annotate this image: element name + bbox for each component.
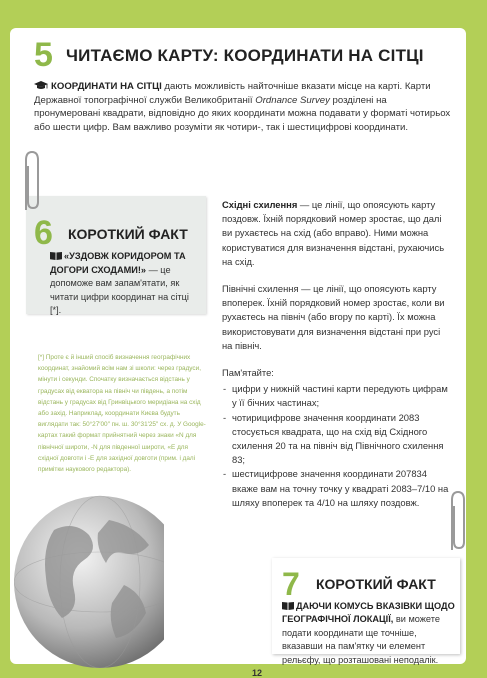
- eastings-text: — це лінії, що опоясують карту поздовж. Їхній порядковий номер зростає, що далі ви рухаєтесь на схід (або вправо). Ними можна користуватися для визначення відстані, рухаючись на схід.: [222, 199, 445, 267]
- graduation-cap-icon: [34, 81, 48, 90]
- note6-ref: [*].: [50, 305, 62, 315]
- note6-text: [50, 250, 200, 318]
- intro-text-2: розділені на пронумеровані квадрати, відповідно до яких координати можна подавати у форматі чотирьох або шести цифр. Вам важливо розуміти як чотири-, так і шестицифрові координати.: [34, 94, 451, 133]
- fact-note-7: [272, 558, 460, 665]
- section-number: 5: [34, 36, 53, 74]
- book-icon: [50, 251, 62, 260]
- list-item: - шестицифрове значення координати 207834 вкаже вам на точну точку у квадраті 2083–7/10 на шляху впоперек та 4/10 на шляху поздовж.: [232, 467, 452, 510]
- list-item: - чотирицифрове значення координати 2083 стосується квадрата, що на схід від Східного схилення 20 та на північ від Північного схилення 83;: [232, 411, 452, 468]
- intro-text-1: дають можливість найточніше вказати місце на карті. Карти Державної топографічної служби Великобританії: [34, 81, 431, 106]
- page-number: 12: [252, 668, 263, 678]
- note7-body: ви можете подати координати ще точніше, вказавши на пам'ятку чи елемент рельєфу, що розташовані неподалік.: [282, 614, 440, 665]
- book-icon: [282, 601, 294, 610]
- fact-note-6: [26, 196, 206, 314]
- note6-title: КОРОТКИЙ ФАКТ: [68, 226, 188, 242]
- note7-title: КОРОТКИЙ ФАКТ: [316, 576, 436, 592]
- paperclip-icon: [444, 490, 470, 554]
- eastings-term: Східні схилення: [222, 199, 298, 210]
- note6-body: — це допоможе вам запам'ятати, як читати цифри координат на сітці: [50, 264, 189, 302]
- note7-text: [282, 600, 458, 667]
- eastings-paragraph: [222, 198, 452, 269]
- intro-lead: КООРДИНАТИ НА СІТЦІ: [51, 81, 162, 92]
- note7-number: 7: [282, 566, 300, 602]
- note7-strong: ДАЮЧИ КОМУСЬ ВКАЗІВКИ ЩОДО ГЕОГРАФІЧНОЇ ЛОКАЦІЇ,: [282, 601, 455, 625]
- intro-paragraph: [34, 80, 452, 134]
- remember-label: Пам'ятайте:: [222, 367, 274, 379]
- page-title: ЧИТАЄМО КАРТУ: КООРДИНАТИ НА СІТЦІ: [66, 46, 424, 65]
- paperclip-icon: [18, 150, 44, 214]
- remember-list: [222, 382, 452, 510]
- intro-italic: Ordnance Survey: [255, 94, 330, 106]
- globe-icon: [14, 490, 164, 668]
- note6-strong: «УЗДОВЖ КОРИДОРОМ ТА ДОГОРИ СХОДАМИ!»: [50, 251, 186, 275]
- northings-paragraph: Північні схилення — це лінії, що опоясують карту впоперек. Їхній порядковий номер зростає, коли ви рухаєтесь на північ (або вгору по карті). Їх можна використовувати для визначення відстані при русі на північ.: [222, 283, 445, 351]
- right-column: [222, 198, 452, 510]
- note6-number: 6: [34, 214, 53, 252]
- list-item: - цифри у нижній частині карти передують цифрам у її бічних частинах;: [232, 382, 452, 410]
- side-footnote: [*] Проте є й інший спосіб визначення географічних координат, знайомий всім нам зі школи: через градуси, мінути і секунди. Спочатку визначається відстань у градусах від екватора на північ чи південь, а потім відстань у градусах від Гринвіцького меридіана на схід або захід. Наприклад, координати Києва будуть виглядати так: 50°27′00″ пн. ш. 30°31′25″ сх. д. У Google-картах такий формат прийнятний через знаки «N для північної широти, -N для південної широти, «E для східної довготи і -E для західної довготи (прим. і далі примітки наукового редактора).: [38, 354, 206, 474]
